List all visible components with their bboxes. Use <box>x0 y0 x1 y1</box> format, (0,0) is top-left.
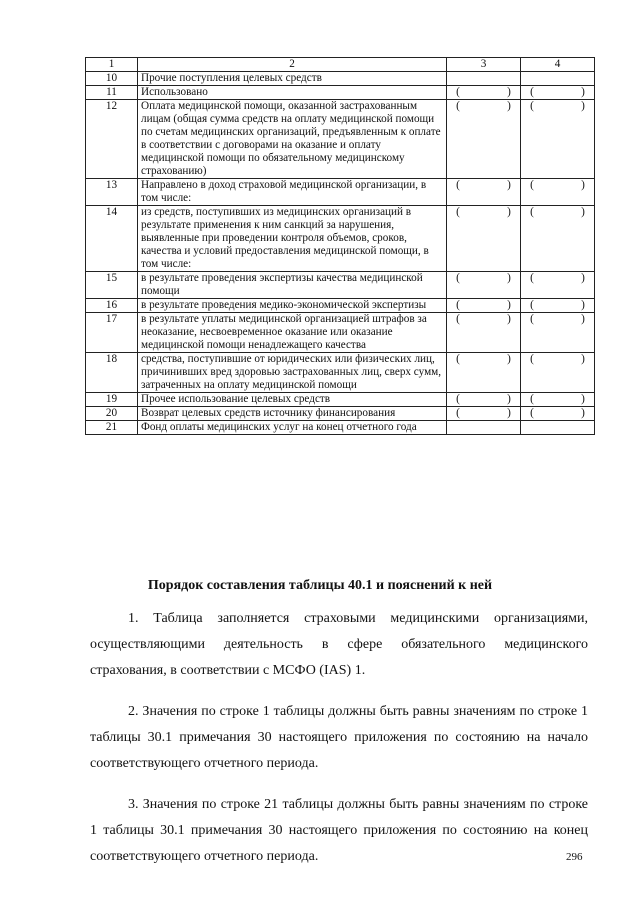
close-paren: ) <box>581 86 585 98</box>
value-cell-col4 <box>521 299 595 313</box>
row-number: 14 <box>86 206 138 272</box>
row-description: Возврат целевых средств источнику финансирования <box>138 407 447 421</box>
value-cell-col4 <box>521 393 595 407</box>
open-paren: ( <box>456 206 460 218</box>
table-header-row <box>86 58 595 72</box>
open-paren: ( <box>530 353 534 365</box>
header-cell-1: 1 <box>86 58 138 72</box>
paragraph-2: 2. Значения по строке 1 таблицы должны быть равны значениям по строке 1 таблицы 30.1 примечания 30 настоящего приложения по состоянию на начало соответствующего отчетного периода. <box>90 704 588 771</box>
table-body <box>86 72 595 435</box>
row-number: 16 <box>86 299 138 313</box>
row-description: Направлено в доход страховой медицинской организации, в том числе: <box>138 179 447 206</box>
row-description: Прочие поступления целевых средств <box>138 72 447 86</box>
value-cell-col4 <box>521 86 595 100</box>
row-description: в результате уплаты медицинской организацией штрафов за неоказание, несвоевременное оказание или оказание медицинской помощи ненадлежащего качества <box>138 313 447 353</box>
section-heading: Порядок составления таблицы 40.1 и пояснений к ней <box>147 578 493 593</box>
open-paren: ( <box>456 86 460 98</box>
value-cell-col3 <box>447 206 521 272</box>
value-cell-col3 <box>447 179 521 206</box>
value-cell-col3 <box>447 421 521 435</box>
row-number: 18 <box>86 353 138 393</box>
row-description: в результате проведения экспертизы качества медицинской помощи <box>138 272 447 299</box>
open-paren: ( <box>530 299 534 311</box>
value-cell-col4 <box>521 313 595 353</box>
value-cell-col4 <box>521 353 595 393</box>
open-paren: ( <box>456 393 460 405</box>
close-paren: ) <box>581 100 585 112</box>
open-paren: ( <box>456 407 460 419</box>
value-cell-col3 <box>447 100 521 179</box>
value-cell-col3 <box>447 393 521 407</box>
page-number: 296 <box>566 851 583 863</box>
close-paren: ) <box>507 353 511 365</box>
row-number: 19 <box>86 393 138 407</box>
close-paren: ) <box>581 407 585 419</box>
open-paren: ( <box>530 393 534 405</box>
header-cell-3: 3 <box>447 58 521 72</box>
open-paren: ( <box>530 272 534 284</box>
table-row <box>86 393 595 407</box>
row-number: 13 <box>86 179 138 206</box>
row-description: в результате проведения медико-экономической экспертизы <box>138 299 447 313</box>
table-row <box>86 100 595 179</box>
row-description: из средств, поступивших из медицинских организаций в результате применения к ним санкций за нарушения, выявленные при проведении контроля объемов, сроков, качества и условий предоставления медицинской помощи, в том числе: <box>138 206 447 272</box>
open-paren: ( <box>456 100 460 112</box>
value-cell-col4 <box>521 421 595 435</box>
open-paren: ( <box>456 179 460 191</box>
close-paren: ) <box>581 299 585 311</box>
row-description: средства, поступившие от юридических или физических лиц, причинивших вред здоровью застрахованных лиц, сверх сумм, затраченных на оплату медицинской помощи <box>138 353 447 393</box>
open-paren: ( <box>530 206 534 218</box>
paragraph-1: 1. Таблица заполняется страховыми медицинскими организациями, осуществляющими деятельность в сфере обязательного медицинского страхования, в соответствии с МСФО (IAS) 1. <box>90 611 588 678</box>
table-row <box>86 206 595 272</box>
open-paren: ( <box>456 299 460 311</box>
row-number: 20 <box>86 407 138 421</box>
table-row <box>86 313 595 353</box>
open-paren: ( <box>530 179 534 191</box>
value-cell-col3 <box>447 313 521 353</box>
value-cell-col4 <box>521 72 595 86</box>
close-paren: ) <box>507 206 511 218</box>
close-paren: ) <box>581 353 585 365</box>
table-row <box>86 72 595 86</box>
row-number: 12 <box>86 100 138 179</box>
open-paren: ( <box>456 272 460 284</box>
table-row <box>86 272 595 299</box>
close-paren: ) <box>507 313 511 325</box>
value-cell-col3 <box>447 353 521 393</box>
row-number: 17 <box>86 313 138 353</box>
close-paren: ) <box>507 407 511 419</box>
row-number: 15 <box>86 272 138 299</box>
value-cell-col3 <box>447 299 521 313</box>
report-table <box>85 57 595 435</box>
close-paren: ) <box>507 100 511 112</box>
header-cell-2: 2 <box>138 58 447 72</box>
table-row <box>86 353 595 393</box>
value-cell-col3 <box>447 407 521 421</box>
explanation-text <box>90 606 588 885</box>
row-description: Фонд оплаты медицинских услуг на конец отчетного года <box>138 421 447 435</box>
paragraph-3: 3. Значения по строке 21 таблицы должны быть равны значениям по строке 1 таблицы 30.1 примечания 30 настоящего приложения по состоянию на конец соответствующего отчетного периода. <box>90 797 588 864</box>
table-row <box>86 179 595 206</box>
close-paren: ) <box>507 86 511 98</box>
header-cell-4: 4 <box>521 58 595 72</box>
close-paren: ) <box>507 393 511 405</box>
close-paren: ) <box>581 272 585 284</box>
close-paren: ) <box>507 272 511 284</box>
row-description: Прочее использование целевых средств <box>138 393 447 407</box>
row-number: 10 <box>86 72 138 86</box>
close-paren: ) <box>581 313 585 325</box>
value-cell-col4 <box>521 407 595 421</box>
open-paren: ( <box>456 353 460 365</box>
row-number: 11 <box>86 86 138 100</box>
table-row <box>86 86 595 100</box>
value-cell-col3 <box>447 272 521 299</box>
value-cell-col4 <box>521 272 595 299</box>
row-description: Оплата медицинской помощи, оказанной застрахованным лицам (общая сумма средств на оплату медицинской помощи по счетам медицинских организаций, предъявленным к оплате в соответствии с договорами на оказание и оплату медицинской помощи по обязательному медицинскому страхованию) <box>138 100 447 179</box>
open-paren: ( <box>530 86 534 98</box>
value-cell-col3 <box>447 72 521 86</box>
table-row <box>86 421 595 435</box>
open-paren: ( <box>530 407 534 419</box>
value-cell-col3 <box>447 86 521 100</box>
close-paren: ) <box>581 393 585 405</box>
row-description: Использовано <box>138 86 447 100</box>
close-paren: ) <box>507 179 511 191</box>
table-row <box>86 407 595 421</box>
row-number: 21 <box>86 421 138 435</box>
close-paren: ) <box>507 299 511 311</box>
close-paren: ) <box>581 206 585 218</box>
open-paren: ( <box>530 313 534 325</box>
value-cell-col4 <box>521 179 595 206</box>
value-cell-col4 <box>521 100 595 179</box>
table-row <box>86 299 595 313</box>
close-paren: ) <box>581 179 585 191</box>
open-paren: ( <box>530 100 534 112</box>
value-cell-col4 <box>521 206 595 272</box>
open-paren: ( <box>456 313 460 325</box>
